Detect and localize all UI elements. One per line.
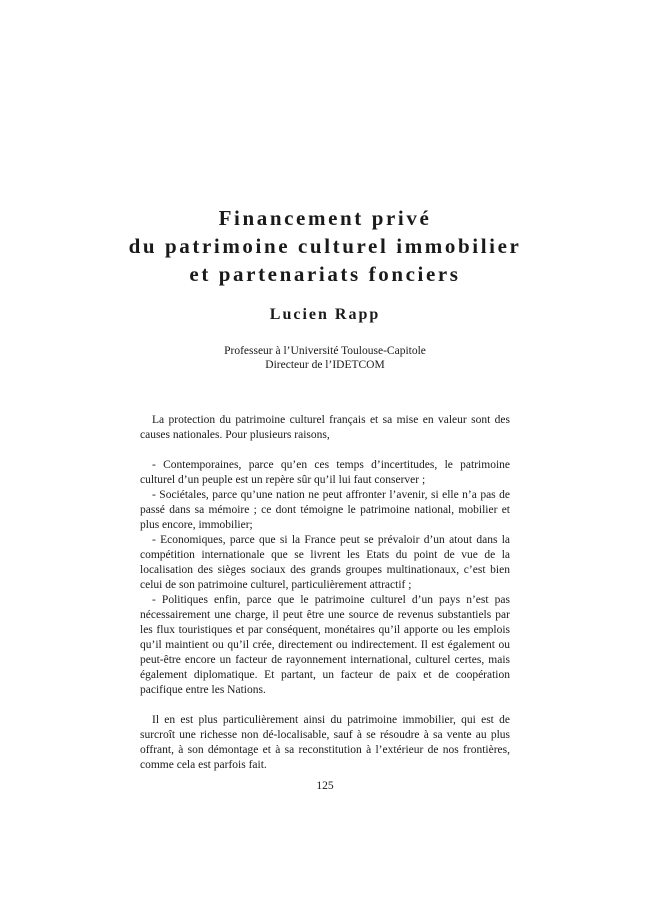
affiliation-line-2: Directeur de l’IDETCOM: [265, 359, 385, 371]
title-line-3: et partenariats fonciers: [189, 262, 461, 286]
paragraph-contemporaines: - Contemporaines, parce qu’en ces temps d’incertitudes, le patrimoine culturel d’un peuple est un repère sûr qu’il lui faut conserver ;: [140, 459, 510, 486]
article-title: [0, 204, 650, 288]
author-name: Lucien Rapp: [269, 306, 381, 323]
title-line-1: Financement privé: [218, 206, 432, 230]
article-body: [140, 413, 510, 773]
paragraph-immobilier: Il en est plus particulièrement ainsi du patrimoine immobilier, qui est de surcroît une richesse non dé-localisable, sauf à se résoudre à sa vente au plus offrant, à son démontage et à sa reconstitution à l’extérieur de nos frontières, comme cela est parfois fait.: [140, 714, 510, 771]
affiliation-line-1: Professeur à l’Université Toulouse-Capitole: [224, 345, 426, 357]
paragraph-societales: - Sociétales, parce qu’une nation ne peut affronter l’avenir, si elle n’a pas de passé dans sa mémoire ; ce dont témoigne le patrimoine national, mobilier et plus encore, immobilier;: [140, 489, 510, 531]
paragraph-intro: La protection du patrimoine culturel français et sa mise en valeur sont des causes nationales. Pour plusieurs raisons,: [140, 414, 510, 441]
paragraph-economiques: - Economiques, parce que si la France peut se prévaloir d’un atout dans la compétition internationale que se livrent les Etats du point de vue de la localisation des sièges sociaux des grands groupes multinationaux, c’est bien celui de son patrimoine culturel, particulièrement attractif ;: [140, 534, 510, 591]
paragraph-politiques: - Politiques enfin, parce que le patrimoine culturel d’un pays n’est pas nécessairement une charge, il peut être une source de revenus substantiels par les flux touristiques et par conséquent, monétaires qu’il apporte ou les emplois qu’il maintient ou qu’il crée, directement ou indirectement. Il est également ou peut-être encore un facteur de rayonnement international, culturel certes, mais également diplomatique. Et partant, un facteur de paix et de coopération pacifique entre les Nations.: [140, 594, 510, 696]
author-affiliation: [0, 344, 650, 372]
title-line-2: du patrimoine culturel immobilier: [128, 234, 522, 258]
page-number: 125: [316, 780, 334, 792]
